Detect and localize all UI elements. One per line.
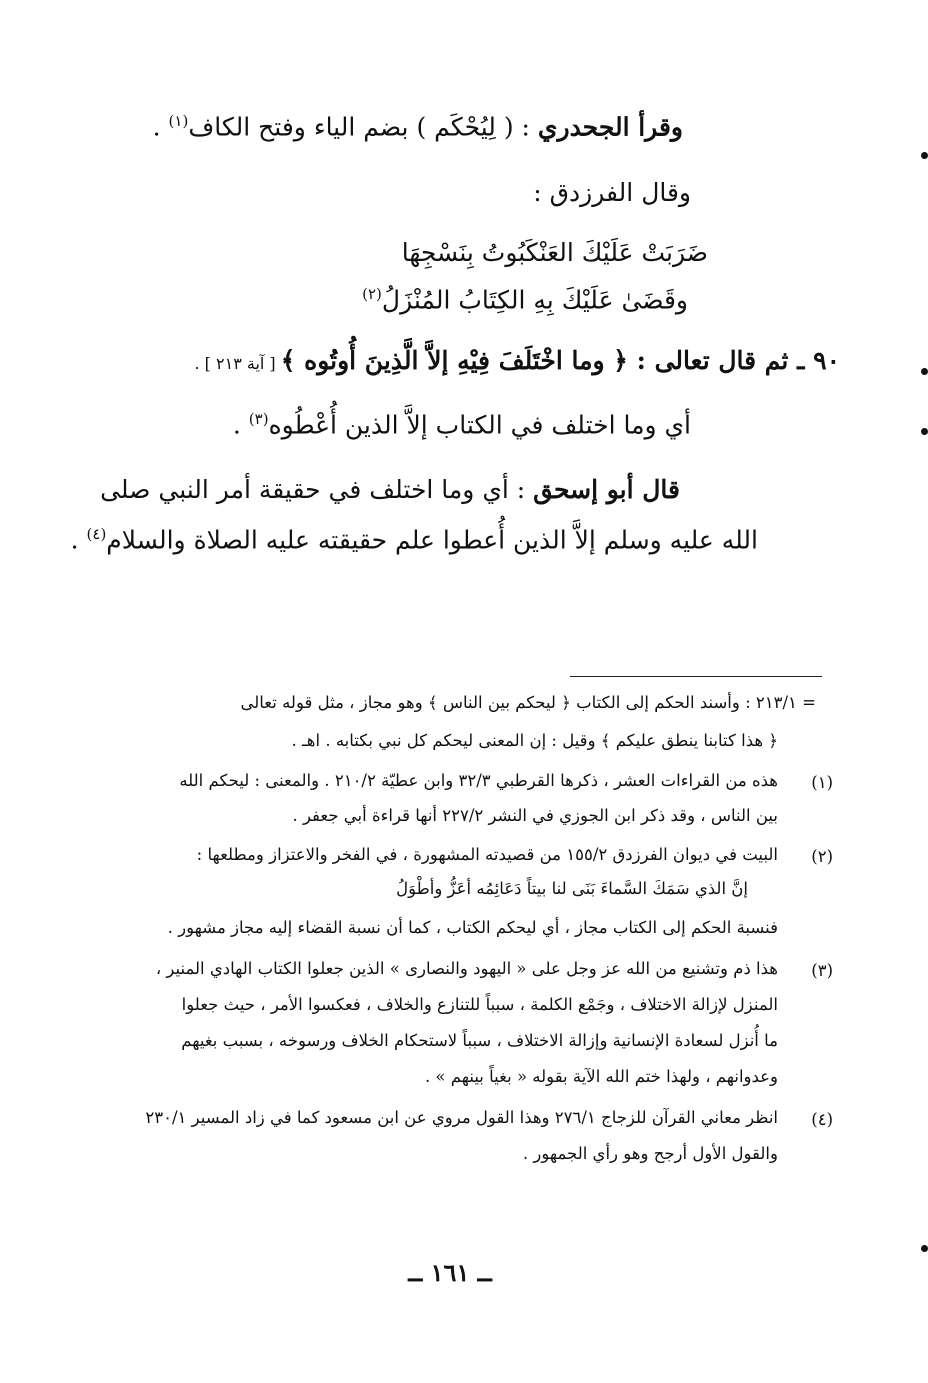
main-line-7-bold: قال أبو إسحق xyxy=(533,475,680,504)
main-line-7-text: : أي وما اختلف في حقيقة أمر النبي صلى xyxy=(100,475,534,504)
main-line-5-bold: ٩٠ ـ ثم قال تعالى : ﴿ وما اخْتَلَفَ فِيْهِ إلاَّ الَّذِينَ أُوتُوه ﴾ xyxy=(280,346,840,375)
footnote-3-line-1: هذا ذم وتشنيع من الله عز وجل على « اليهود والنصارى » الذين جعلوا الكتاب الهادي المنير ، xyxy=(155,959,778,978)
main-line-5 xyxy=(195,346,841,375)
footnote-3-line-2: المنزل لإزالة الاختلاف ، وجَمْع الكلمة ، سبباً للتنازع والخلاف ، فعكسوا الأمر ، حيث جعلوا xyxy=(181,995,778,1014)
scan-mark-dot xyxy=(921,1245,928,1252)
footnote-1-line-1: هذه من القراءات العشر ، ذكرها القرطبي ٣٢/٣ وابن عطيّة ٢١٠/٢ . والمعنى : ليحكم الله xyxy=(179,771,778,790)
main-line-1 xyxy=(153,112,683,141)
main-line-1-bold: وقرأ الجحدري xyxy=(537,112,683,142)
footnote-3-line-3: ما أُنزل لسعادة الإنسانية وإزالة الاختلاف ، سبباً لاستحكام الخلاف ورسوخه ، بسبب بغيهم xyxy=(181,1031,778,1050)
main-line-5-ref: [ آية ٢١٣ ] . xyxy=(194,354,281,373)
footnote-ref-4: (٤) xyxy=(86,525,107,543)
footnote-4-line-2: والقول الأول أرجح وهو رأي الجمهور . xyxy=(522,1144,778,1163)
main-line-8-end: . xyxy=(70,525,87,555)
footnote-ref-2: (٢) xyxy=(362,285,382,303)
footnote-4-number: (٤) xyxy=(811,1110,833,1129)
main-line-1-end: . xyxy=(152,112,169,142)
main-line-7 xyxy=(100,475,680,504)
footnote-3-line-4: وعدوانهم ، ولهذا ختم الله الآية بقوله « بغياً بينهم » . xyxy=(424,1067,778,1086)
main-line-6 xyxy=(233,410,691,439)
footnote-continuation-line-1: = ٢١٣/١ : وأسند الحكم إلى الكتاب ﴿ ليحكم بين الناس ﴾ وهو مجاز ، مثل قوله تعالى xyxy=(240,693,816,712)
footnote-ref-1: (١) xyxy=(168,112,189,130)
footnote-2-number: (٢) xyxy=(811,847,833,866)
main-line-8 xyxy=(71,525,758,554)
verse-line-1: ضَرَبَتْ عَلَيْكَ العَنْكَبُوتُ بِنَسْجِهَا xyxy=(401,238,708,267)
scan-mark-dot xyxy=(921,152,928,159)
footnote-1-line-2: بين الناس ، وقد ذكر ابن الجوزي في النشر ٢٢٧/٢ أنها قراءة أبي جعفر . xyxy=(292,806,778,825)
main-line-8-text: الله عليه وسلم إلاَّ الذين أُعطوا علم حقيقته عليه الصلاة والسلام xyxy=(106,525,758,555)
verse-line-2 xyxy=(362,285,688,314)
footnote-3-number: (٣) xyxy=(811,961,833,980)
main-line-2: وقال الفرزدق : xyxy=(533,178,691,207)
footnote-4-line-1: انظر معاني القرآن للزجاج ٢٧٦/١ وهذا القول مروي عن ابن مسعود كما في زاد المسير ٢٣٠/١ xyxy=(145,1108,778,1127)
footnote-2-verse: إنَّ الذي سَمَكَ السَّماءَ بَنَى لنا بيتاً دَعَائِمُه أعَزُّ وأطْوَلُ xyxy=(396,879,748,898)
scan-mark-dot xyxy=(921,428,928,435)
footnote-2-line-2: فنسبة الحكم إلى الكتاب مجاز ، أي ليحكم الكتاب ، كما أن نسبة القضاء إليه مجاز مشهور . xyxy=(167,918,778,937)
footnote-ref-3: (٣) xyxy=(248,410,269,428)
main-line-6-end: . xyxy=(232,410,249,440)
page-number: ــ ١٦١ ــ xyxy=(408,1258,492,1287)
main-line-6-text: أي وما اختلف في الكتاب إلاَّ الذين أُعْطُوه xyxy=(268,410,691,440)
verse-line-2-text: وقَضَىٰ عَلَيْكَ بِهِ الكِتَابُ المُنْزَلُ xyxy=(381,285,688,315)
footnote-1-number: (١) xyxy=(811,773,833,792)
footnote-continuation-line-2: ﴿ هذا كتابنا ينطق عليكم ﴾ وقيل : إن المعنى ليحكم كل نبي بكتابه . اهـ . xyxy=(291,731,778,750)
scan-mark-dot xyxy=(921,368,928,375)
footnote-separator xyxy=(570,676,822,677)
main-line-1-text: : ( لِيُحْكَم ) بضم الياء وفتح الكاف xyxy=(188,112,538,142)
footnote-2-line-1: البيت في ديوان الفرزدق ١٥٥/٢ من قصيدته المشهورة ، في الفخر والاعتزاز ومطلعها : xyxy=(196,845,778,864)
